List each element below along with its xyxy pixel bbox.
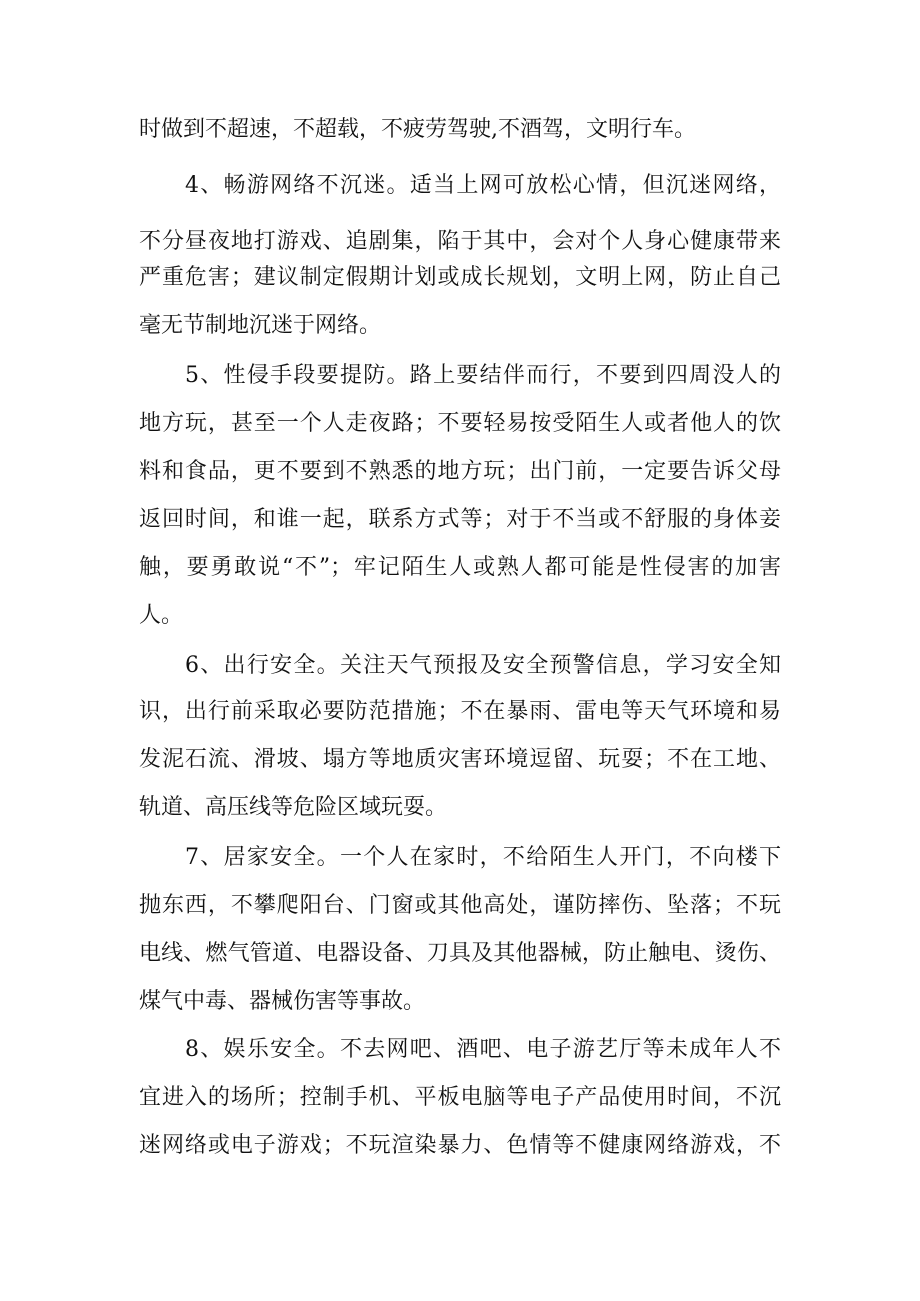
paragraph-4-line: 不分昼夜地打游戏、追剧集，陷于其中，会对个人身心健康带来: [139, 229, 781, 254]
paragraph-4-line: 4、畅游网络不沉迷。适当上网可放松心情，但沉迷网络，: [185, 173, 781, 198]
paragraph-6-line: 6、出行安全。关注天气预报及安全预警信息，学习安全知: [185, 653, 781, 678]
paragraph-6-line: 轨道、高压线等危险区域玩耍。: [139, 795, 448, 820]
paragraph-7-line: 电线、燃气管道、电器设备、刀具及其他器械，防止触电、烫伤、: [139, 941, 781, 966]
paragraph-7-line: 煤气中毒、器械伤害等事故。: [139, 989, 426, 1014]
paragraph-8-line: 迷网络或电子游戏；不玩渲染暴力、色情等不健康网络游戏，不: [139, 1133, 781, 1158]
paragraph-6-line: 发泥石流、滑坡、塌方等地质灾害环境逗留、玩耍；不在工地、: [139, 747, 781, 772]
paragraph-7-line: 抛东西，不攀爬阳台、门窗或其他高处，谨防摔伤、坠落；不玩: [139, 893, 781, 918]
paragraph-5-line: 返回时间，和谁一起，联系方式等；对于不当或不舒服的身体妾: [139, 507, 781, 532]
paragraph-4-line: 毫无节制地沉迷于网络。: [139, 313, 382, 338]
text-line: 时做到不超速，不超载，不疲劳驾驶,不酒驾，文明行车。: [139, 117, 696, 142]
paragraph-5-line: 料和食品，更不要到不熟悉的地方玩；出门前，一定要告诉父母: [139, 459, 781, 484]
paragraph-5-line: 触，要勇敢说“不”；牢记陌生人或熟人都可能是性侵害的加害: [139, 555, 781, 580]
paragraph-4-line: 严重危害；建议制定假期计划或成长规划，文明上网，防止自己: [139, 265, 781, 290]
paragraph-5-line: 地方玩，甚至一个人走夜路；不要轻易按受陌生人或者他人的饮: [139, 411, 781, 436]
paragraph-7-line: 7、居家安全。一个人在家时，不给陌生人开门，不向楼下: [185, 845, 781, 870]
paragraph-8-line: 宜进入的场所；控制手机、平板电脑等电子产品使用时间，不沉: [139, 1085, 781, 1110]
paragraph-5-line: 5、性侵手段要提防。路上要结伴而行，不要到四周没人的: [185, 363, 781, 388]
paragraph-8-line: 8、娱乐安全。不去网吧、酒吧、电子游艺厅等未成年人不: [185, 1037, 781, 1062]
paragraph-5-line: 人。: [139, 603, 184, 628]
paragraph-6-line: 识，出行前采取必要防范措施；不在暴雨、雷电等天气环境和易: [139, 699, 781, 724]
